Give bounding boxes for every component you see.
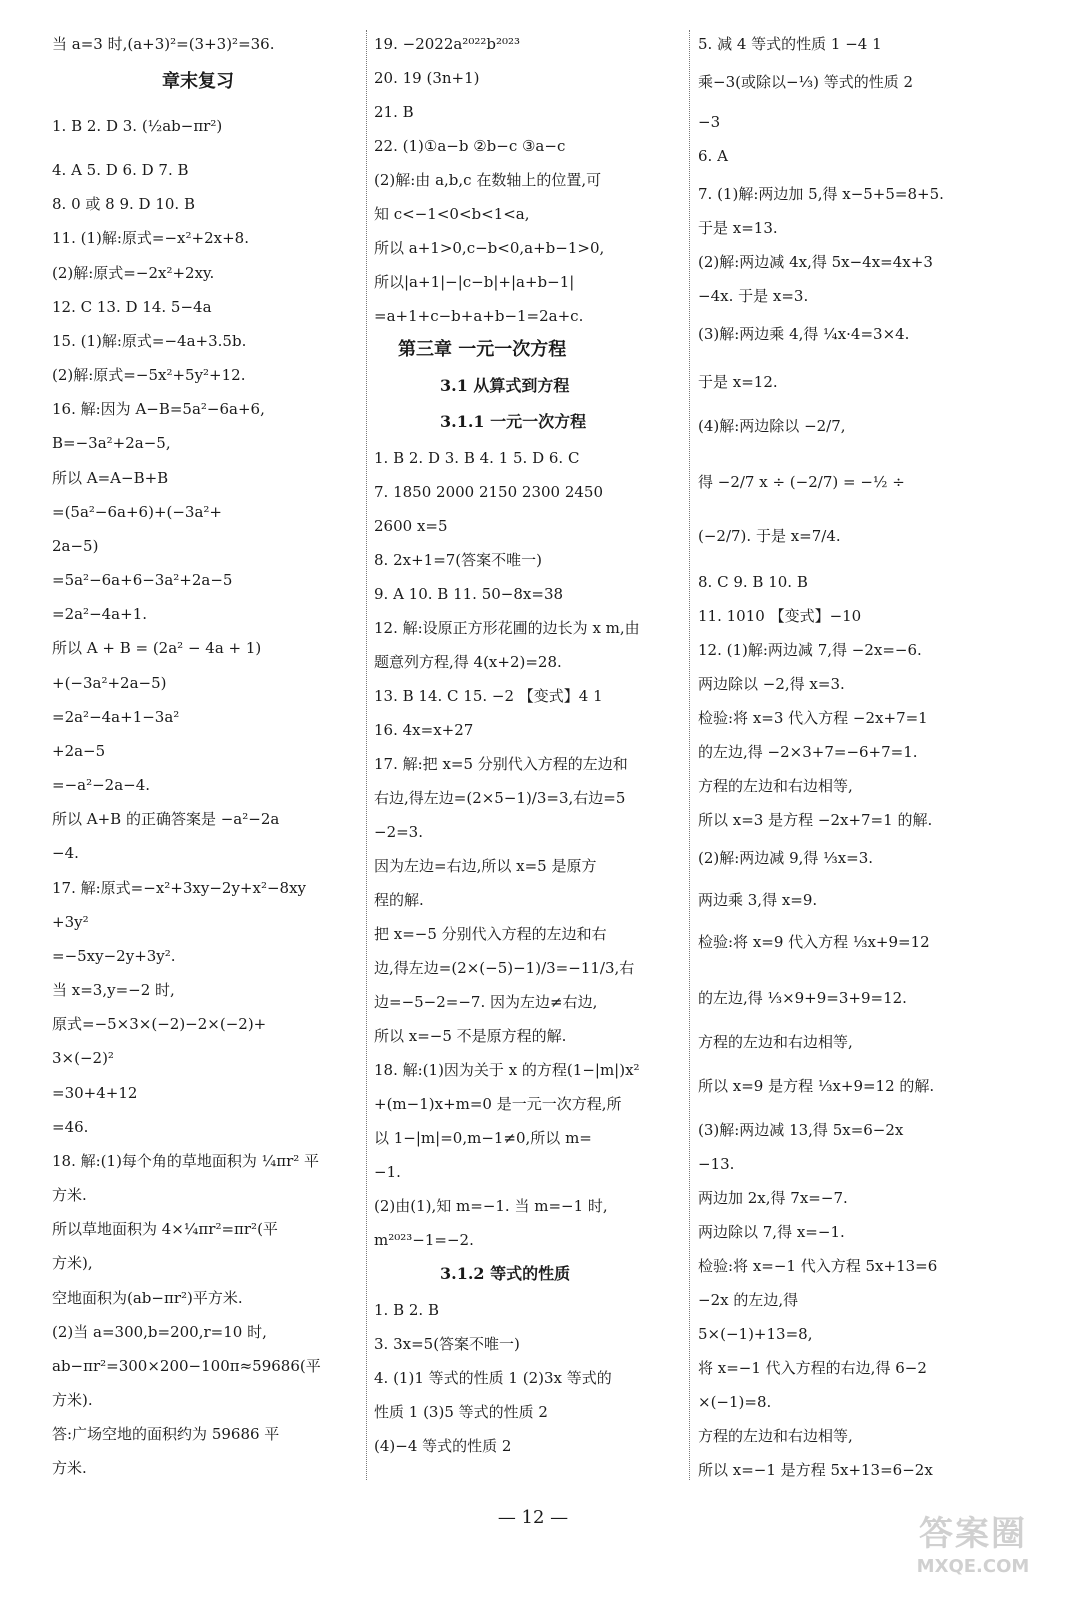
text-line: 当 x=3,y=−2 时, bbox=[52, 981, 175, 999]
text-line: 1. B 2. D 3. B 4. 1 5. D 6. C bbox=[374, 449, 580, 467]
text-line: 12. C 13. D 14. 5−4a bbox=[52, 298, 212, 316]
text-line: 方米. bbox=[52, 1186, 87, 1204]
text-line: (2)解:原式=−2x²+2xy. bbox=[52, 264, 215, 282]
text-line: =30+4+12 bbox=[52, 1084, 138, 1102]
text-line: 将 x=−1 代入方程的右边,得 6−2 bbox=[698, 1359, 927, 1377]
text-line: B=−3a²+2a−5, bbox=[52, 434, 171, 452]
text-line: 9. A 10. B 11. 50−8x=38 bbox=[374, 585, 564, 603]
text-line: +2a−5 bbox=[52, 742, 106, 760]
text-line: 15. (1)解:原式=−4a+3.5b. bbox=[52, 332, 247, 350]
text-line: 12. (1)解:两边减 7,得 −2x=−6. bbox=[698, 641, 922, 659]
text-line: 12. 解:设原正方形花圃的边长为 x m,由 bbox=[374, 619, 640, 637]
text-line: 得 −2/7 x ÷ (−2/7) = −½ ÷ bbox=[698, 473, 905, 491]
page-number: — 12 — bbox=[497, 1507, 569, 1528]
text-line: 2a−5) bbox=[52, 537, 99, 555]
text-line: 18. 解:(1)每个角的草地面积为 ¼πr² 平 bbox=[52, 1152, 320, 1170]
text-line: 乘−3(或除以−⅓) 等式的性质 2 bbox=[698, 73, 914, 91]
text-line: (−2/7). 于是 x=7/4. bbox=[698, 527, 841, 545]
column-divider-left bbox=[366, 30, 367, 1480]
text-line: +(m−1)x+m=0 是一元一次方程,所 bbox=[374, 1095, 622, 1113]
text-line: 13. B 14. C 15. −2 【变式】4 1 bbox=[374, 687, 603, 705]
text-line: 两边加 2x,得 7x=−7. bbox=[698, 1189, 848, 1207]
text-line: 所以|a+1|−|c−b|+|a+b−1| bbox=[374, 273, 575, 291]
text-line: 空地面积为(ab−πr²)平方米. bbox=[52, 1289, 243, 1307]
text-line: 5×(−1)+13=8, bbox=[698, 1325, 813, 1343]
text-line: 方米). bbox=[52, 1391, 93, 1409]
text-line: 17. 解:把 x=5 分别代入方程的左边和 bbox=[374, 755, 628, 773]
text-line: 所以 x=−5 不是原方程的解. bbox=[374, 1027, 567, 1045]
column-divider-right bbox=[689, 30, 690, 1480]
text-line: 边,得左边=(2×(−5)−1)/3=−11/3,右 bbox=[374, 959, 635, 977]
text-line: 检验:将 x=−1 代入方程 5x+13=6 bbox=[698, 1257, 938, 1275]
text-line: 所以 x=3 是方程 −2x+7=1 的解. bbox=[698, 811, 933, 829]
text-line: =2a²−4a+1. bbox=[52, 605, 148, 623]
text-line: (2)解:由 a,b,c 在数轴上的位置,可 bbox=[374, 171, 602, 189]
text-line: =2a²−4a+1−3a² bbox=[52, 708, 180, 726]
text-line: 6. A bbox=[698, 147, 728, 165]
text-line: 2600 x=5 bbox=[374, 517, 448, 535]
text-line: 方米), bbox=[52, 1254, 93, 1272]
text-line: 21. B bbox=[374, 103, 414, 121]
text-line: (2)解:两边减 9,得 ⅓x=3. bbox=[698, 849, 874, 867]
text-line: =a+1+c−b+a+b−1=2a+c. bbox=[374, 307, 584, 325]
text-line: 3. 3x=5(答案不唯一) bbox=[374, 1335, 520, 1353]
text-line: 原式=−5×3×(−2)−2×(−2)+ bbox=[52, 1015, 267, 1033]
text-line: 5. 减 4 等式的性质 1 −4 1 bbox=[698, 35, 882, 53]
text-line: 19. −2022a²⁰²²b²⁰²³ bbox=[374, 35, 521, 53]
text-line: 检验:将 x=3 代入方程 −2x+7=1 bbox=[698, 709, 928, 727]
text-line: 11. 1010 【变式】−10 bbox=[698, 607, 862, 625]
watermark-logo: 答案圈 bbox=[919, 1514, 1027, 1554]
text-line: 所以 A+B 的正确答案是 −a²−2a bbox=[52, 810, 280, 828]
text-line: m²⁰²³−1=−2. bbox=[374, 1231, 474, 1249]
text-line: =−a²−2a−4. bbox=[52, 776, 151, 794]
text-line: 以 1−|m|=0,m−1≠0,所以 m= bbox=[374, 1129, 592, 1147]
subsection-heading: 3.1.1 一元一次方程 bbox=[440, 412, 587, 431]
text-line: 20. 19 (3n+1) bbox=[374, 69, 480, 87]
text-line: ×(−1)=8. bbox=[698, 1393, 772, 1411]
watermark bbox=[898, 1512, 1048, 1592]
text-line: −4. bbox=[52, 844, 79, 862]
text-line: 右边,得左边=(2×5−1)/3=3,右边=5 bbox=[374, 789, 626, 807]
text-line: 两边除以 −2,得 x=3. bbox=[698, 675, 845, 693]
text-line: −3 bbox=[698, 113, 721, 131]
text-line: −2=3. bbox=[374, 823, 423, 841]
text-line: (2)解:两边减 4x,得 5x−4x=4x+3 bbox=[698, 253, 933, 271]
text-line: =46. bbox=[52, 1118, 89, 1136]
text-line: 所以草地面积为 4×¼πr²=πr²(平 bbox=[52, 1220, 278, 1238]
text-line: ab−πr²=300×200−100π≈59686(平 bbox=[52, 1357, 321, 1375]
text-line: 8. C 9. B 10. B bbox=[698, 573, 808, 591]
text-line: 两边乘 3,得 x=9. bbox=[698, 891, 818, 909]
text-line: 3×(−2)² bbox=[52, 1049, 114, 1067]
text-line: −13. bbox=[698, 1155, 735, 1173]
text-line: 因为左边=右边,所以 x=5 是原方 bbox=[374, 857, 597, 875]
chapter-heading: 第三章 一元一次方程 bbox=[398, 339, 567, 360]
text-line: 检验:将 x=9 代入方程 ⅓x+9=12 bbox=[698, 933, 930, 951]
text-line: 4. (1)1 等式的性质 1 (2)3x 等式的 bbox=[374, 1369, 612, 1387]
text-line: 题意列方程,得 4(x+2)=28. bbox=[374, 653, 562, 671]
text-line: −1. bbox=[374, 1163, 401, 1181]
text-line: 4. A 5. D 6. D 7. B bbox=[52, 161, 189, 179]
text-line: +3y² bbox=[52, 913, 89, 931]
text-line: (2)解:原式=−5x²+5y²+12. bbox=[52, 366, 246, 384]
text-line: 程的解. bbox=[374, 891, 424, 909]
text-line: 于是 x=13. bbox=[698, 219, 778, 237]
text-line: =5a²−6a+6−3a²+2a−5 bbox=[52, 571, 233, 589]
text-line: 16. 4x=x+27 bbox=[374, 721, 474, 739]
text-line: (4)解:两边除以 −2/7, bbox=[698, 417, 846, 435]
text-line: 方程的左边和右边相等, bbox=[698, 1033, 853, 1051]
text-line: (3)解:两边减 13,得 5x=6−2x bbox=[698, 1121, 904, 1139]
text-line: 所以 A + B = (2a² − 4a + 1) bbox=[52, 639, 262, 657]
text-line: 22. (1)①a−b ②b−c ③a−c bbox=[374, 137, 566, 155]
text-line: 方程的左边和右边相等, bbox=[698, 1427, 853, 1445]
text-line: 边=−5−2=−7. 因为左边≠右边, bbox=[374, 993, 598, 1011]
section-heading: 章末复习 bbox=[162, 71, 234, 92]
text-line: 8. 0 或 8 9. D 10. B bbox=[52, 195, 195, 213]
text-line: 1. B 2. B bbox=[374, 1301, 439, 1319]
text-line: 知 c<−1<0<b<1<a, bbox=[374, 205, 530, 223]
text-line: 7. 1850 2000 2150 2300 2450 bbox=[374, 483, 604, 501]
text-line: 所以 a+1>0,c−b<0,a+b−1>0, bbox=[374, 239, 605, 257]
text-line: 当 a=3 时,(a+3)²=(3+3)²=36. bbox=[52, 35, 275, 53]
text-line: 18. 解:(1)因为关于 x 的方程(1−|m|)x² bbox=[374, 1061, 640, 1079]
text-line: 17. 解:原式=−x²+3xy−2y+x²−8xy bbox=[52, 879, 307, 897]
text-line: 性质 1 (3)5 等式的性质 2 bbox=[374, 1403, 548, 1421]
text-line: (2)当 a=300,b=200,r=10 时, bbox=[52, 1323, 267, 1341]
text-line: 所以 x=9 是方程 ⅓x+9=12 的解. bbox=[698, 1077, 935, 1095]
text-line: 所以 A=A−B+B bbox=[52, 469, 169, 487]
text-line: +(−3a²+2a−5) bbox=[52, 674, 167, 692]
text-line: 1. B 2. D 3. (½ab−πr²) bbox=[52, 117, 223, 135]
section-heading: 3.1 从算式到方程 bbox=[440, 376, 570, 395]
text-line: 的左边,得 −2×3+7=−6+7=1. bbox=[698, 743, 918, 761]
text-line: 两边除以 7,得 x=−1. bbox=[698, 1223, 845, 1241]
text-line: 11. (1)解:原式=−x²+2x+8. bbox=[52, 229, 249, 247]
text-line: 把 x=−5 分别代入方程的左边和右 bbox=[374, 925, 607, 943]
subsection-heading: 3.1.2 等式的性质 bbox=[440, 1264, 571, 1283]
text-line: 所以 x=−1 是方程 5x+13=6−2x bbox=[698, 1461, 933, 1479]
text-line: =−5xy−2y+3y². bbox=[52, 947, 176, 965]
text-line: −2x 的左边,得 bbox=[698, 1291, 799, 1309]
text-line: 8. 2x+1=7(答案不唯一) bbox=[374, 551, 543, 569]
text-line: 于是 x=12. bbox=[698, 373, 778, 391]
text-line: 方米. bbox=[52, 1459, 87, 1477]
text-line: −4x. 于是 x=3. bbox=[698, 287, 809, 305]
text-line: (4)−4 等式的性质 2 bbox=[374, 1437, 512, 1455]
watermark-url: MXQE.COM bbox=[916, 1556, 1030, 1577]
text-line: =(5a²−6a+6)+(−3a²+ bbox=[52, 503, 222, 521]
text-line: 7. (1)解:两边加 5,得 x−5+5=8+5. bbox=[698, 185, 944, 203]
text-line: 方程的左边和右边相等, bbox=[698, 777, 853, 795]
text-line: (2)由(1),知 m=−1. 当 m=−1 时, bbox=[374, 1197, 608, 1215]
text-line: (3)解:两边乘 4,得 ¼x·4=3×4. bbox=[698, 325, 910, 343]
text-line: 的左边,得 ⅓×9+9=3+9=12. bbox=[698, 989, 907, 1007]
text-line: 16. 解:因为 A−B=5a²−6a+6, bbox=[52, 400, 265, 418]
text-line: 答:广场空地的面积约为 59686 平 bbox=[52, 1425, 280, 1443]
